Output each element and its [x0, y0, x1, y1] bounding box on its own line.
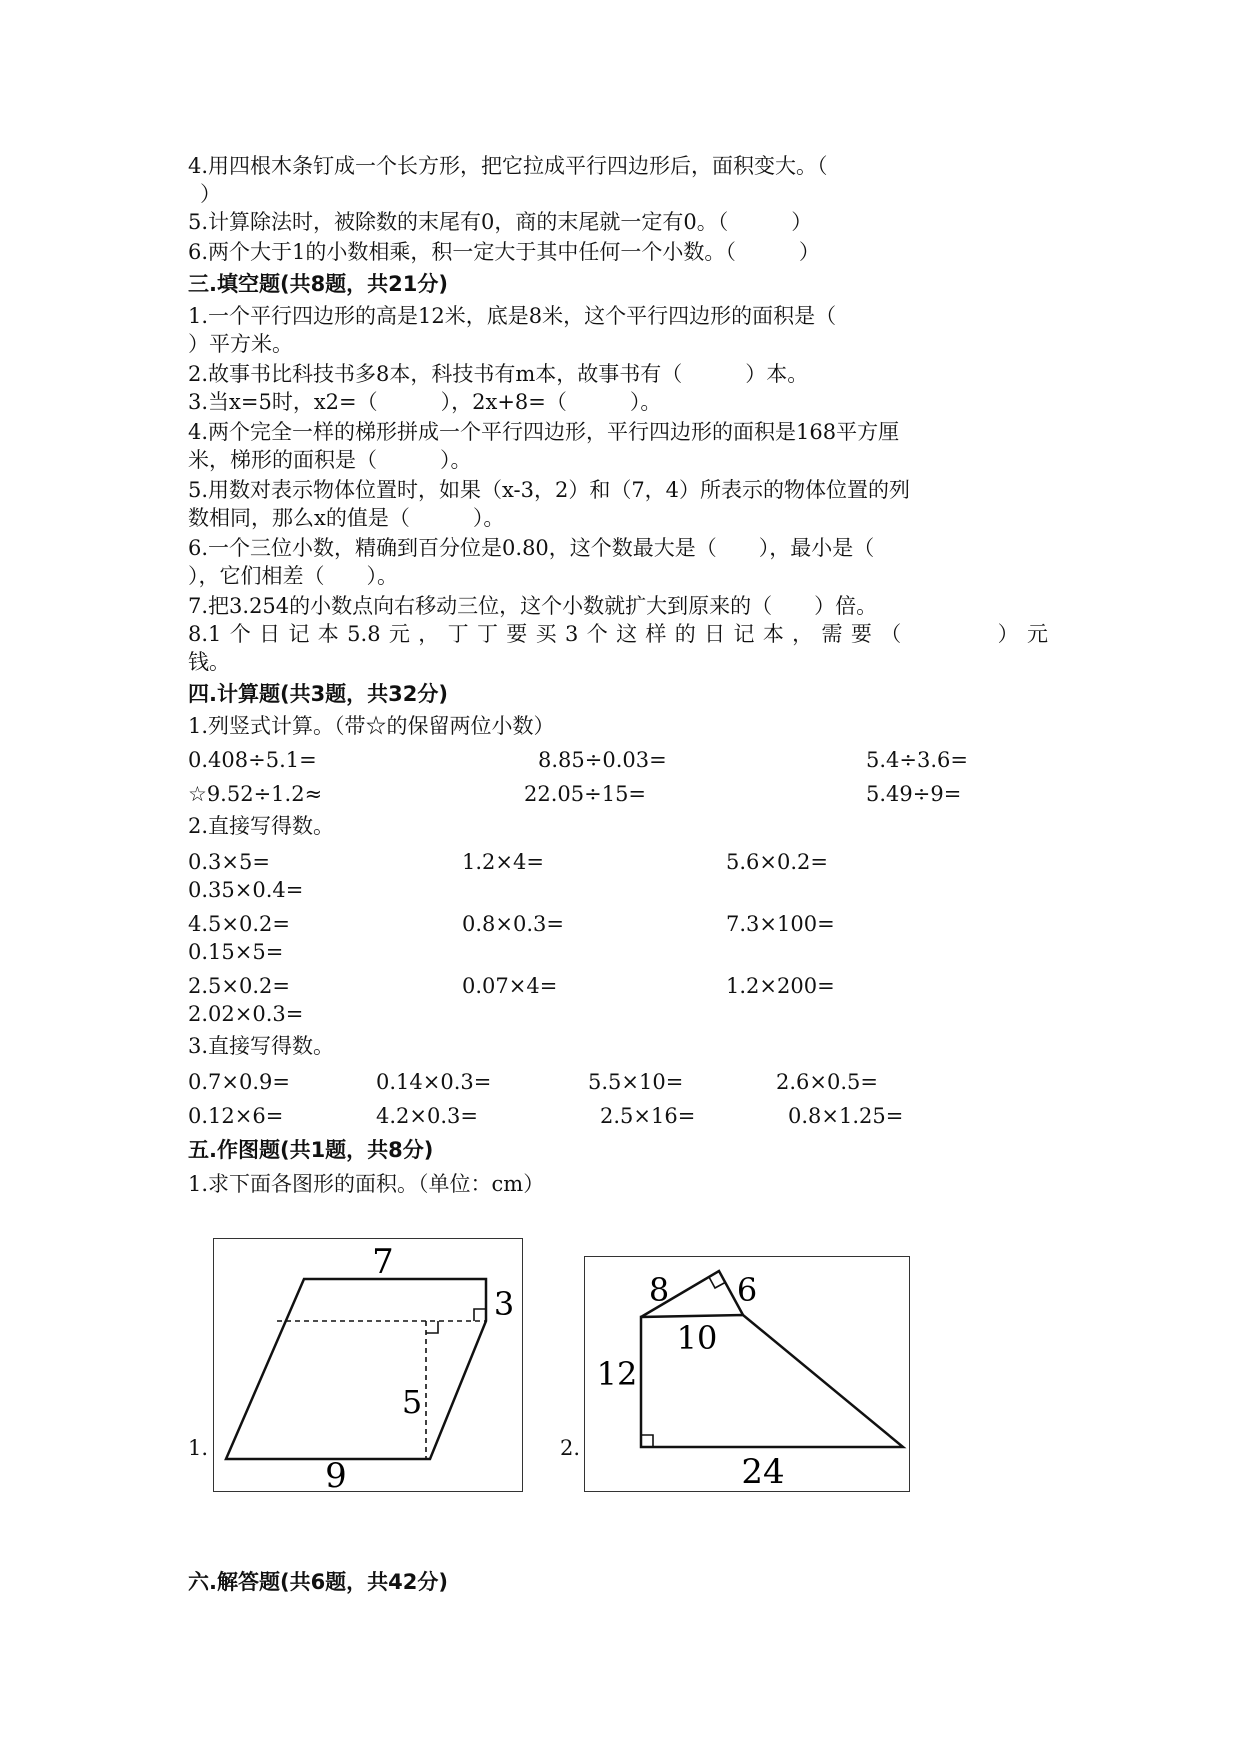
figure-2-number: 2.	[560, 1436, 581, 1460]
calc-q1-item: 22.05÷15=	[524, 782, 647, 806]
calc-q3-item: 0.12×6=	[188, 1104, 284, 1128]
calc-q2-item: 1.2×200=	[726, 974, 835, 998]
calc-q2-item: 4.5×0.2=	[188, 912, 290, 936]
figure-2-trapezoid	[584, 1256, 910, 1492]
section6-heading: 六.解答题(共6题，共42分)	[188, 1570, 449, 1594]
calc-q3-item: 0.14×0.3=	[376, 1070, 492, 1094]
calc-q1-title: 1.列竖式计算。（带☆的保留两位小数）	[188, 714, 555, 738]
calc-q2-item: 2.02×0.3=	[188, 1002, 304, 1026]
figure-1-parallelogram	[213, 1238, 523, 1492]
fig2-right-angle-mark	[641, 1435, 653, 1447]
figure-2-svg	[585, 1257, 909, 1491]
fill-q5-line1: 5.用数对表示物体位置时，如果（x-3，2）和（7，4）所表示的物体位置的列	[188, 478, 911, 502]
fill-q2: 2.故事书比科技书多8本，科技书有m本，故事书有（ ）本。	[188, 362, 809, 386]
fig2-label-base: 24	[741, 1452, 785, 1491]
calc-q2-item: 1.2×4=	[462, 850, 544, 874]
calc-q3-item: 2.6×0.5=	[776, 1070, 878, 1094]
calc-q1-item: 0.408÷5.1=	[188, 748, 317, 772]
calc-q2-item: 0.3×5=	[188, 850, 270, 874]
calc-q2-title: 2.直接写得数。	[188, 814, 335, 838]
judge-item-6: 6.两个大于1的小数相乘，积一定大于其中任何一个小数。（ ）	[188, 240, 820, 264]
calc-q3-item: 0.7×0.9=	[188, 1070, 290, 1094]
fill-q6-line2: ），它们相差（ ）。	[188, 564, 398, 588]
calc-q2-item: 2.5×0.2=	[188, 974, 290, 998]
calc-q2-item: 0.07×4=	[462, 974, 558, 998]
fig2-label-height: 12	[596, 1355, 638, 1393]
calc-q2-item: 0.35×0.4=	[188, 878, 304, 902]
fig2-label-hyp: 10	[676, 1319, 718, 1357]
judge-item-4-bracket: ）	[200, 182, 221, 206]
judge-item-4: 4.用四根木条钉成一个长方形，把它拉成平行四边形后，面积变大。（	[188, 154, 828, 178]
calc-q2-item: 0.8×0.3=	[462, 912, 564, 936]
calc-q2-item: 0.15×5=	[188, 940, 284, 964]
fill-q5-line2: 数相同，那么x的值是（ ）。	[188, 506, 505, 530]
section5-heading: 五.作图题(共1题，共8分)	[188, 1138, 434, 1162]
calc-q3-item: 2.5×16=	[600, 1104, 696, 1128]
fig2-label-side-b: 6	[736, 1271, 758, 1309]
fig1-label-height: 5	[401, 1383, 423, 1421]
calc-q2-item: 7.3×100=	[726, 912, 835, 936]
calc-q3-item: 5.5×10=	[588, 1070, 684, 1094]
calc-q1-item: 5.4÷3.6=	[866, 748, 968, 772]
calc-q1-item: ☆9.52÷1.2≈	[188, 782, 323, 806]
fill-q4-line1: 4.两个完全一样的梯形拼成一个平行四边形，平行四边形的面积是168平方厘	[188, 420, 900, 444]
calc-q2-item: 5.6×0.2=	[726, 850, 828, 874]
fill-q8-line2: 钱。	[188, 650, 230, 674]
fill-q4-line2: 米，梯形的面积是（ ）。	[188, 448, 472, 472]
fig1-label-right: 3	[493, 1285, 515, 1323]
draw-q1-title: 1.求下面各图形的面积。（单位：cm）	[188, 1172, 545, 1196]
fill-q3: 3.当x=5时，x2=（ ），2x+8=（ ）。	[188, 390, 662, 414]
calc-q3-title: 3.直接写得数。	[188, 1034, 335, 1058]
section3-heading: 三.填空题(共8题，共21分)	[188, 272, 449, 296]
fill-q8-line1: 8.1个日记本5.8元，丁丁要买3个这样的日记本，需要（ ）元	[188, 622, 1048, 646]
calc-q3-item: 0.8×1.25=	[788, 1104, 904, 1128]
fig1-label-top: 7	[372, 1242, 394, 1282]
fig1-right-angle-mark	[426, 1321, 438, 1333]
calc-q1-item: 5.49÷9=	[866, 782, 962, 806]
calc-q1-item: 8.85÷0.03=	[538, 748, 667, 772]
fig2-label-side-a: 8	[648, 1271, 670, 1309]
fig1-right-angle-mark	[474, 1309, 486, 1321]
figure-1-svg	[214, 1239, 522, 1491]
fill-q1-line1: 1.一个平行四边形的高是12米，底是8米，这个平行四边形的面积是（	[188, 304, 837, 328]
section4-heading: 四.计算题(共3题，共32分)	[188, 682, 449, 706]
judge-item-5: 5.计算除法时，被除数的末尾有0，商的末尾就一定有0。（ ）	[188, 210, 813, 234]
calc-q3-item: 4.2×0.3=	[376, 1104, 478, 1128]
figure-1-number: 1.	[188, 1436, 209, 1460]
fig1-label-base: 9	[325, 1456, 347, 1491]
fill-q7: 7.把3.254的小数点向右移动三位，这个小数就扩大到原来的（ ）倍。	[188, 594, 878, 618]
fill-q1-line2: ）平方米。	[188, 332, 293, 356]
fig1-outline	[226, 1279, 486, 1459]
fill-q6-line1: 6.一个三位小数，精确到百分位是0.80，这个数最大是（ ），最小是（	[188, 536, 875, 560]
